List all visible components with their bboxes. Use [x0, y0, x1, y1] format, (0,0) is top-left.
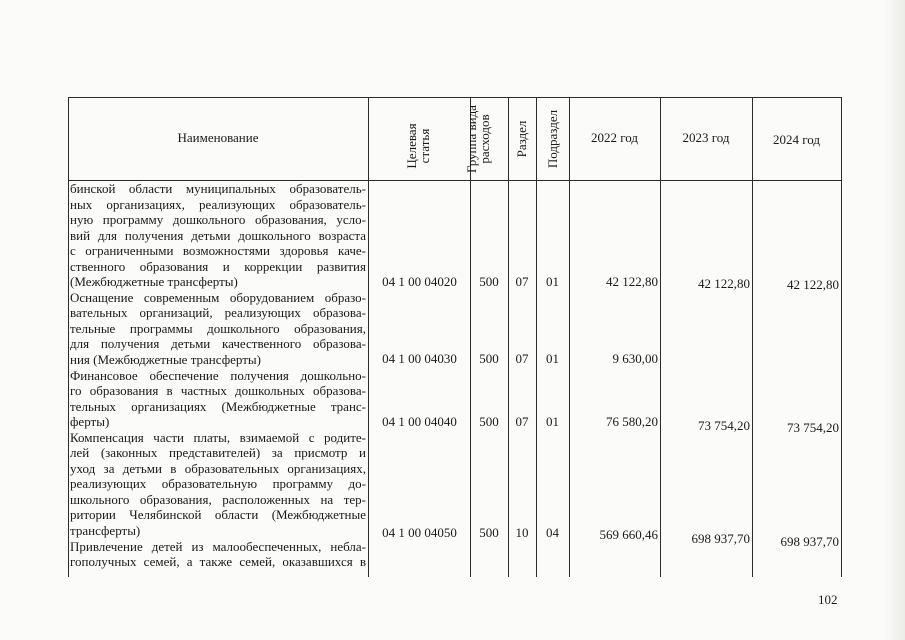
col-border-left [68, 97, 69, 577]
row-2-line-5: ния (Межбюджетные трансферты) [70, 352, 261, 368]
header-expense-group [465, 99, 493, 179]
row-2-subsection: 01 [546, 351, 559, 366]
table-top-border [68, 97, 842, 98]
row-4-group: 500 [479, 525, 499, 540]
col-border-2022 [660, 97, 661, 577]
header-target-line1: Целевая [404, 123, 419, 169]
row-1-code: 04 1 00 04020 [382, 274, 457, 289]
row-1-2022: 42 122,80 [606, 274, 658, 289]
row-4-line-7: трансферты) [70, 523, 141, 539]
row-4-section: 10 [515, 525, 529, 540]
row-5-line-2: гополучных семей, а также семей, оказавшихся в [70, 554, 366, 570]
header-subsection: Подраздел [545, 109, 560, 169]
row-1-group: 500 [479, 274, 499, 289]
col-border-name [368, 97, 369, 577]
row-4-line-3: уход за детьми в образовательных организациях, [70, 460, 366, 476]
col-border-right [841, 97, 842, 577]
row-1-line-6: ственного образования и коррекции развития [70, 258, 366, 274]
header-target-article [405, 96, 433, 196]
row-3-2022: 76 580,20 [606, 414, 658, 429]
row-2-line-2: вательных организаций, реализующих образова- [70, 305, 366, 321]
row-1-line-1: бинской области муниципальных образователь- [70, 181, 366, 196]
row-2-2022: 9 630,00 [612, 351, 658, 366]
row-2-line-1: Оснащение современным оборудованием образо- [70, 289, 366, 305]
row-3-line-4: ферты) [70, 414, 110, 430]
row-2-line-3: тельные программы дошкольного образования, [70, 320, 366, 336]
col-border-subsection [569, 97, 570, 577]
row-1-line-3: ную программу дошкольного образования, усло- [70, 212, 366, 228]
row-1-section: 07 [515, 274, 529, 289]
header-2024: 2024 год [773, 132, 820, 147]
row-2-line-4: для получения детьми качественного образова- [70, 336, 366, 352]
header-section: Раздел [514, 120, 529, 158]
row-1-line-2: ных организациях, реализующих образователь- [70, 196, 366, 212]
row-4-2022: 569 660,46 [599, 527, 658, 542]
row-4-2023: 698 937,70 [691, 531, 750, 546]
row-4-code: 04 1 00 04050 [382, 525, 457, 540]
col-border-section [536, 97, 537, 577]
row-3-line-2: го образования в частных дошкольных образова- [70, 383, 366, 399]
row-4-line-6: ритории Челябинской области (Межбюджетные [70, 507, 366, 523]
row-2-code: 04 1 00 04030 [382, 351, 457, 366]
page-number: 102 [818, 592, 838, 607]
row-3-code: 04 1 00 04040 [382, 414, 457, 429]
row-3-line-1: Финансовое обеспечение получения дошкольно- [70, 367, 366, 383]
row-4-line-1: Компенсация части платы, взимаемой с родите- [70, 429, 366, 445]
row-3-line-3: тельных организациях (Межбюджетные транс- [70, 398, 366, 414]
row-1-2023: 42 122,80 [698, 276, 750, 291]
header-group-line2: расходов [477, 114, 492, 164]
row-4-subsection: 04 [546, 525, 559, 540]
row-2-section: 07 [515, 351, 529, 366]
row-3-2024: 73 754,20 [787, 420, 839, 435]
row-4-line-4: реализующих образовательную программу до- [70, 476, 366, 492]
row-4-line-5: школьного образования, расположенных на тер- [70, 491, 366, 507]
row-5-line-1: Привлечение детей из малообеспеченных, небла- [70, 538, 366, 554]
row-names-block [70, 181, 366, 570]
row-2-group: 500 [479, 351, 499, 366]
header-2022: 2022 год [591, 130, 638, 145]
header-name: Наименование [177, 130, 259, 145]
row-1-line-4: вий для получения детьми дошкольного возраста [70, 227, 366, 243]
col-border-2023 [752, 97, 753, 577]
row-3-section: 07 [515, 414, 529, 429]
row-1-subsection: 01 [546, 274, 559, 289]
header-group-line1: Группа вида [464, 105, 479, 173]
row-4-line-2: лей (законных представителей) за присмотр и [70, 445, 366, 461]
row-3-2023: 73 754,20 [698, 418, 750, 433]
row-4-2024: 698 937,70 [780, 534, 839, 549]
page-edge-shadow [883, 0, 905, 640]
col-border-group [508, 97, 509, 577]
row-1-line-7: (Межбюджетные трансферты) [70, 274, 238, 290]
header-target-line2: статья [417, 128, 432, 164]
row-1-2024: 42 122,80 [787, 277, 839, 292]
row-3-group: 500 [479, 414, 499, 429]
row-1-line-5: с ограниченными возможностями здоровья каче- [70, 243, 366, 259]
row-3-subsection: 01 [546, 414, 559, 429]
header-2023: 2023 год [682, 130, 730, 145]
